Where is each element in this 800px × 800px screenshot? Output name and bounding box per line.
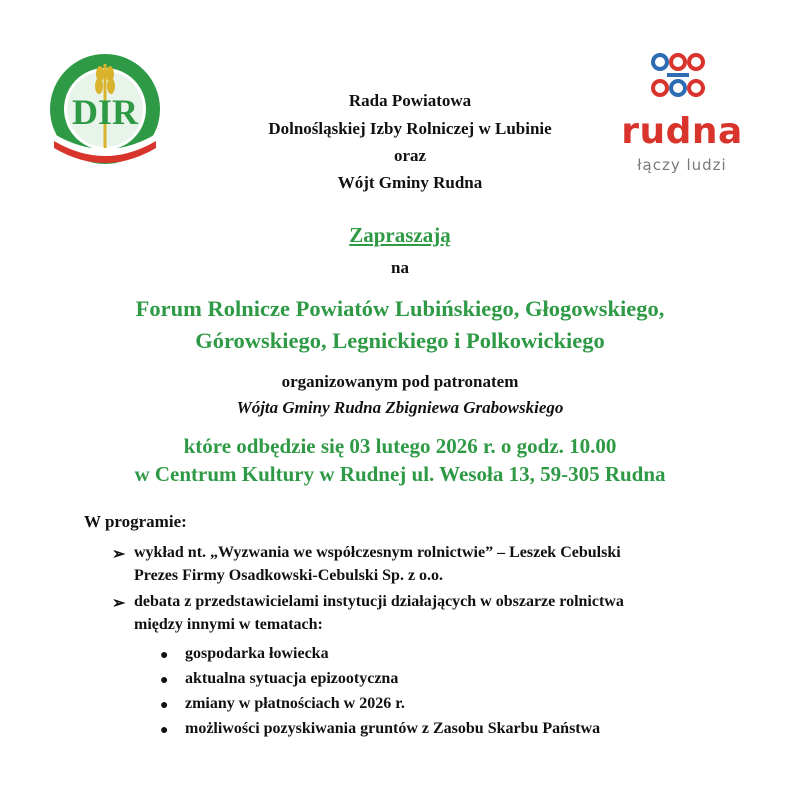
rudna-logo: [612, 50, 752, 180]
bullet-icon: ●: [160, 673, 169, 688]
event-line-1: które odbędzie się 03 lutego 2026 r. o godz. 10.00: [183, 434, 617, 458]
bullet-icon: ●: [160, 698, 169, 713]
patronage-line-2: Wójta Gminy Rudna Zbigniewa Grabowskiego: [236, 398, 564, 417]
dir-logo-emblem: [46, 52, 164, 170]
header-line-2: Dolnośląskiej Izby Rolniczej w Lubinie: [268, 119, 552, 138]
program-topic-4: możliwości pozyskiwania gruntów z Zasobu Skarbu Państwa: [185, 720, 601, 737]
forum-line-1: Forum Rolnicze Powiatów Lubińskiego, Głogowskiego,: [135, 296, 665, 321]
header-line-1: Rada Powiatowa: [348, 91, 472, 110]
program-topic-3: zmiany w płatnościach w 2026 r.: [185, 695, 405, 712]
invite-na: na: [391, 258, 409, 277]
program-topic-2: aktualna sytuacja epizootyczna: [185, 670, 399, 687]
arrow-icon: ➢: [112, 595, 126, 612]
event-line-2: w Centrum Kultury w Rudnej ul. Wesoła 13, 59-305 Rudna: [134, 462, 666, 486]
arrow-icon: ➢: [112, 546, 126, 563]
header-line-4: Wójt Gminy Rudna: [337, 173, 483, 192]
dir-logo-letters: DIR: [71, 92, 139, 132]
dir-logo-graphic: [46, 52, 164, 170]
program-title: W programie:: [84, 512, 187, 531]
program-item-1-line-2: Prezes Firmy Osadkowski-Cebulski Sp. z o.o.: [134, 567, 444, 584]
program-item-2-line-1: debata z przedstawicielami instytucji działających w obszarze rolnictwa: [134, 593, 624, 610]
program-topic-1: gospodarka łowiecka: [185, 645, 329, 662]
invite-title: Zapraszają: [349, 223, 451, 247]
program-item-2-line-2: między innymi w tematach:: [134, 616, 323, 633]
patronage-line-1: organizowanym pod patronatem: [281, 372, 519, 391]
bullet-icon: ●: [160, 723, 169, 738]
rudna-logo-word: rudna: [621, 111, 743, 152]
program-item-1-line-1: wykład nt. „Wyzwania we współczesnym rolnictwie” – Leszek Cebulski: [134, 544, 621, 561]
bullet-icon: ●: [160, 648, 169, 663]
forum-line-2: Górowskiego, Legnickiego i Polkowickiego: [195, 328, 605, 353]
header-line-3: oraz: [393, 146, 427, 165]
rudna-logo-tagline: łączy ludzi: [637, 156, 727, 174]
rudna-logo-mark: [650, 50, 706, 102]
